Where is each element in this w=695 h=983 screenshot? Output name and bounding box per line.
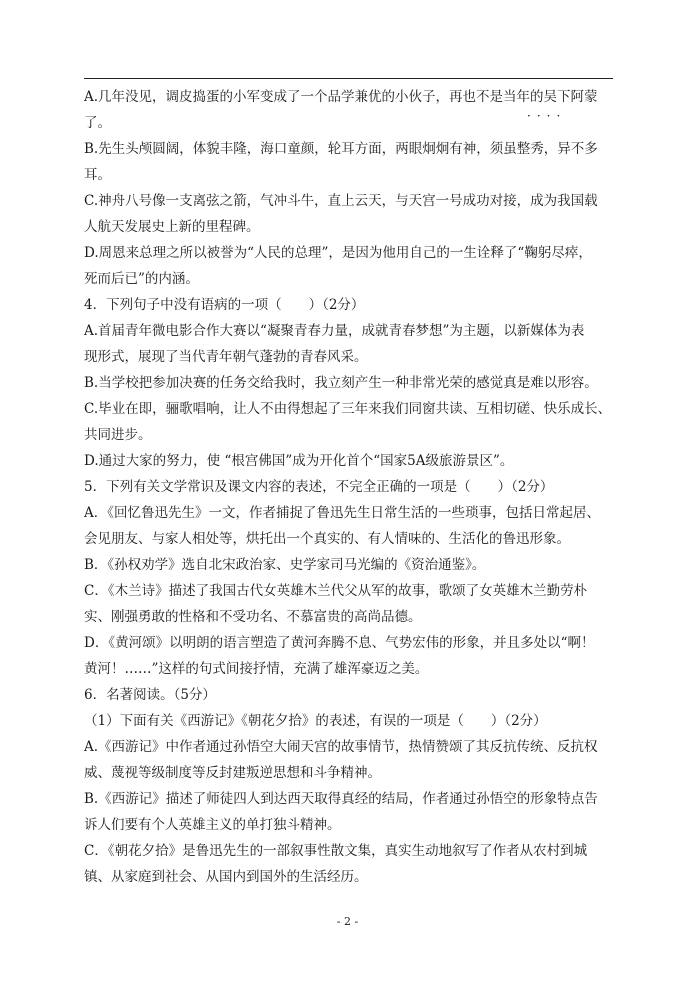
text-line: A.几年没见，调皮捣蛋的小军变成了一个品学兼优的小伙子，再也不是当年的吴下阿蒙 [84,89,598,105]
document-body [84,84,619,890]
text-line: 耳。 [84,167,111,183]
question-5-heading: 5．下列有关文学常识及课文内容的表述，不完全正确的一项是（ ）（2分） [84,479,554,495]
text-line: D．《黄河颂》以明朗的语言塑造了黄河奔腾不息、气势宏伟的形象，并且多处以“啊！ [84,635,595,651]
emphasis-dots: ···· [527,109,567,123]
text-line: 黄河！……”这样的句式间接抒情，充满了雄浑豪迈之美。 [84,661,429,677]
sub-question-heading: （1）下面有关《西游记》《朝花夕拾》的表述，有误的一项是（ ）（2分） [84,713,547,729]
question-4-heading: 4．下列句子中没有语病的一项（ ）（2分） [84,297,365,313]
text-line: 共同进步。 [84,427,152,443]
text-line: B．《孙权劝学》选自北宋政治家、史学家司马光编的《资治通鉴》。 [84,557,486,573]
text-line: 实、刚强勇敢的性格和不受功名、不慕富贵的高尚品德。 [84,609,422,625]
text-line: C.毕业在即，骊歌唱响，让人不由得想起了三年来我们同窗共读、互相切磋、快乐成长、 [84,401,612,417]
text-line: A.《西游记》中作者通过孙悟空大闹天宫的故事情节，热情赞颂了其反抗传统、反抗权 [84,739,598,755]
text-line: 现形式，展现了当代青年朝气蓬勃的青春风采。 [84,349,368,365]
text-line: 威、蔑视等级制度等反封建叛逆思想和斗争精神。 [84,765,381,781]
text-line: 了。 [84,115,111,131]
text-line: C．《朝花夕拾》是鲁迅先生的一部叙事性散文集，真实生动地叙写了作者从农村到城 [84,843,588,859]
text-line: 会见朋友、与家人相处等，烘托出一个真实的、有人情味的、生活化的鲁迅形象。 [84,531,570,547]
text-line: C.神舟八号像一支离弦之箭，气冲斗牛，直上云天，与天宫一号成功对接，成为我国载 [84,193,598,209]
text-line: A．《回忆鲁迅先生》一文，作者捕捉了鲁迅先生日常生活的一些琐事，包括日常起居、 [84,505,600,521]
text-line: A.首届青年微电影合作大赛以“凝聚青春力量，成就青春梦想”为主题，以新媒体为表 [84,323,585,339]
text-line: B.先生头颅圆阔，体貌丰隆，海口童颜，轮耳方面，两眼炯炯有神，须虽整秀，异不多 [84,141,598,157]
text-line: 人航天发展史上新的里程碑。 [84,219,260,235]
text-line: 镇、从家庭到社会、从国内到国外的生活经历。 [84,869,368,885]
page-number: - 2 - [336,915,359,928]
text-line: B.当学校把参加决赛的任务交给我时，我立刻产生一种非常光荣的感觉真是难以形容。 [84,375,598,391]
text-line: D.通过大家的努力，使 “根宫佛国”成为开化首个“国家5A级旅游景区”。 [84,453,514,469]
question-6-heading: 6．名著阅读。（5分） [84,687,216,703]
text-line: B.《西游记》描述了师徒四人到达西天取得真经的结局，作者通过孙悟空的形象特点告 [84,791,598,807]
text-line: D.周恩来总理之所以被誉为“人民的总理”，是因为他用自己的一生诠释了“鞠躬尽瘁， [84,245,592,261]
text-line: C．《木兰诗》描述了我国古代女英雄木兰代父从军的故事，歌颂了女英雄木兰勤劳朴 [84,583,588,599]
text-line: 诉人们要有个人英雄主义的单打独斗精神。 [84,817,341,833]
top-rule [84,78,613,79]
text-line: 死而后已”的内涵。 [84,271,199,287]
